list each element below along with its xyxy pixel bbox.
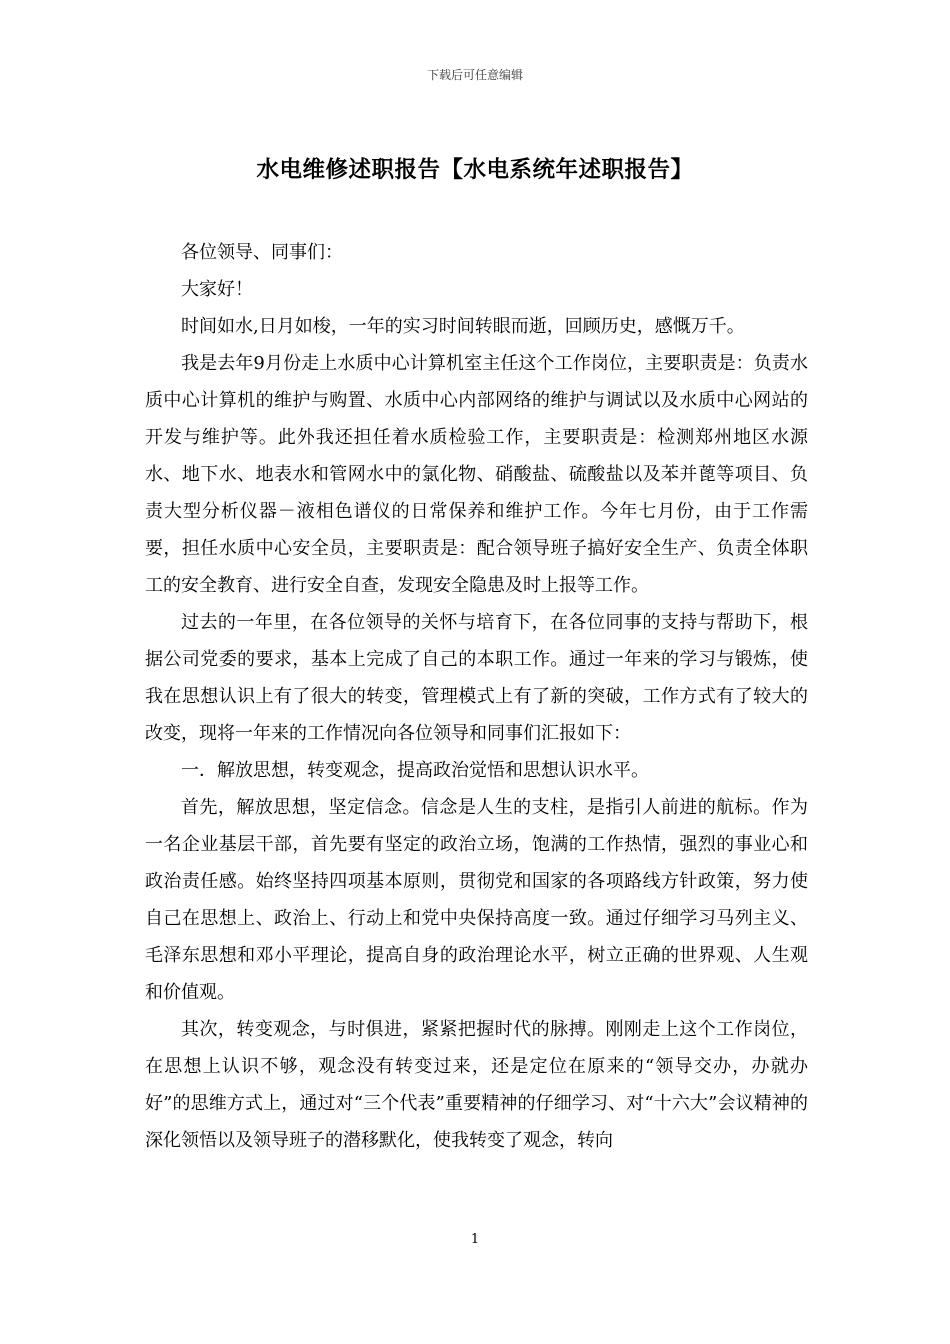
document-title: 水电维修述职报告【水电系统年述职报告】	[256, 157, 694, 183]
paragraph-secondly: 其次，转变观念，与时俱进，紧紧把握时代的脉搏。刚刚走上这个工作岗位，在思想上认识不够，观念没有转变过来，还是定位在原来的“领导交办，办就办好”的思维方式上，通过对“三个代表”重要精神的仔细学习、对“十六大”会议精神的深化领悟以及领导班子的潜移默化，使我转变了观念，转向	[145, 1019, 808, 1151]
paragraph-duties: 我是去年9月份走上水质中心计算机室主任这个工作岗位，主要职责是：负责水质中心计算机的维护与购置、水质中心内部网络的维护与调试以及水质中心网站的开发与维护等。此外我还担任着水质检验工作，主要职责是：检测郑州地区水源水、地下水、地表水和管网水中的氯化物、硝酸盐、硫酸盐以及苯并蓖等项目、负责大型分析仪器－液相色谱仪的日常保养和维护工作。今年七月份，由于工作需要，担任水质中心安全员，主要职责是：配合领导班子搞好安全生产、负责全体职工的安全教育、进行安全自查，发现安全隐患及时上报等工作。	[145, 353, 808, 596]
paragraph-intro: 时间如水,日月如梭，一年的实习时间转眼而逝，回顾历史，感慨万千。	[181, 316, 745, 337]
paragraph-firstly: 首先，解放思想，坚定信念。信念是人生的支柱，是指引人前进的航标。作为一名企业基层干部，首先要有坚定的政治立场，饱满的工作热情，强烈的事业心和政治责任感。始终坚持四项基本原则，贯彻党和国家的各项路线方针政策，努力使自己在思想上、政治上、行动上和党中央保持高度一致。通过仔细学习马列主义、毛泽东思想和邓小平理论，提高自身的政治理论水平，树立正确的世界观、人生观和价值观。	[145, 797, 808, 1003]
section-heading-1: 一．解放思想，转变观念，提高政治觉悟和思想认识水平。	[181, 760, 649, 781]
page-number: 1	[470, 1232, 480, 1247]
document-body	[145, 234, 808, 1159]
paragraph-greeting: 各位领导、同事们：	[181, 242, 343, 263]
header-note: 下载后可任意编辑	[426, 68, 523, 82]
paragraph-hello: 大家好！	[181, 279, 253, 300]
paragraph-summary: 过去的一年里，在各位领导的关怀与培育下，在各位同事的支持与帮助下，根据公司党委的要求，基本上完成了自己的本职工作。通过一年来的学习与锻炼，使我在思想认识上有了很大的转变，管理模式上有了新的突破，工作方式有了较大的改变，现将一年来的工作情况向各位领导和同事们汇报如下：	[145, 612, 808, 744]
